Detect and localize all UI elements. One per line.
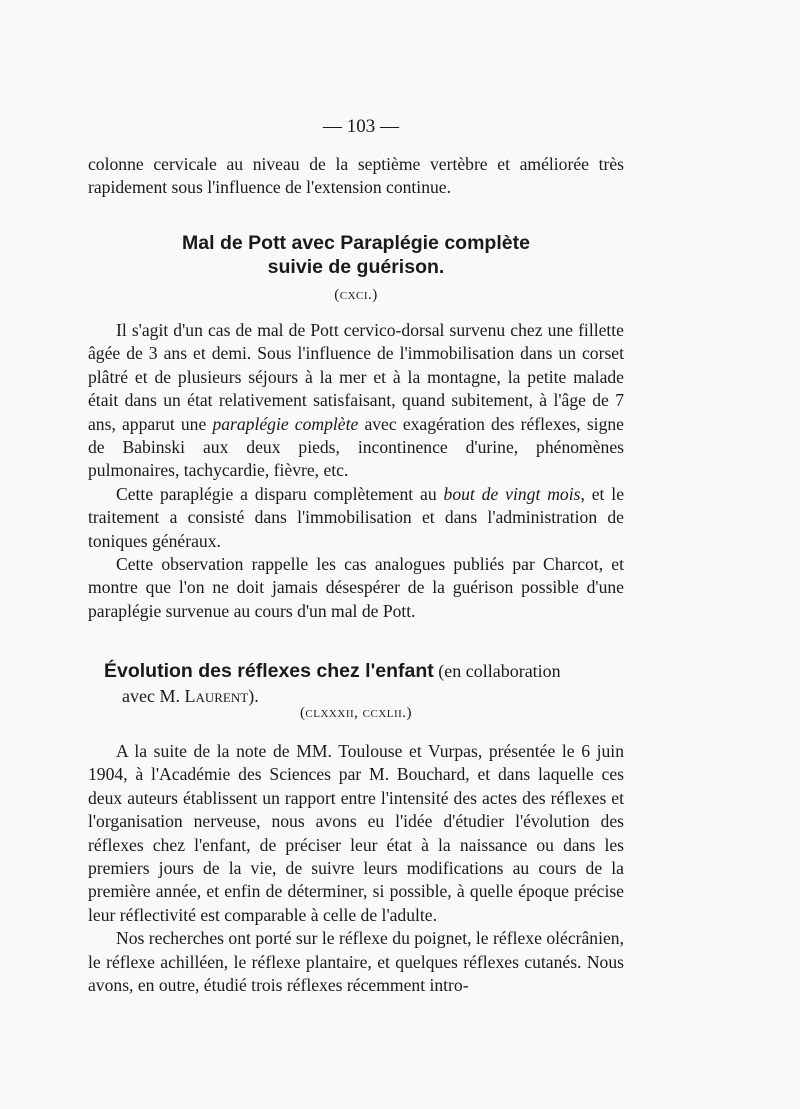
section2-title-bold: Évolution des réflexes chez l'enfant bbox=[104, 660, 434, 682]
section1-paragraph-3: Cette observation rappelle les cas analogues publiés par Charcot, et montre que l'on ne doit jamais désespérer de la guérison possible d'une paraplégie survenue au cours d'un mal de Pott. bbox=[88, 554, 624, 621]
section1-title-line2: suivie de guérison. bbox=[267, 256, 445, 278]
section1-p2-emphasis: bout de vingt mois bbox=[443, 483, 581, 504]
section2-reference: (clxxxii, ccxlii.) bbox=[299, 705, 413, 721]
section2-title bbox=[104, 659, 634, 708]
section1-reference: (cxci.) bbox=[334, 287, 378, 303]
intro-paragraph: colonne cervicale au niveau de la septième vertèbre et améliorée très rapidement sous l'influence de l'extension continue. bbox=[88, 154, 624, 198]
section2-title-line2-prefix: avec M. bbox=[122, 686, 185, 706]
section2-paragraph-2: Nos recherches ont porté sur le réflexe du poignet, le réflexe olécrânien, le réflexe achilléen, le réflexe plantaire, et quelques réflexes cutanés. Nous avons, en outre, étudié trois réflexes récemment intro- bbox=[88, 928, 624, 996]
section1-p1-text-a: Il s'agit d'un cas de mal de Pott cervico-dorsal survenu chez une fillette âgée de 3 ans et demi. Sous l'influence de l'immobilisation dans un corset plâtré et de plusieurs séjours à la mer et à la montagne, la petite malade était dans un état relativement satisfaisant, quand subitement, à l'âge de 7 ans, apparut une bbox=[88, 320, 624, 434]
section2-title-line2-suffix: ). bbox=[248, 686, 259, 706]
section1-p2-text-a: Cette paraplégie a disparu complètement au bbox=[116, 483, 444, 504]
section2-author-name: Laurent bbox=[184, 686, 249, 706]
section1-p1-emphasis: paraplégie complète bbox=[212, 413, 359, 434]
intro-paragraph-block bbox=[88, 153, 624, 200]
section1-paragraph-2 bbox=[88, 483, 624, 553]
section1-p1-text-b: avec exagération des réflexes, signe de Babinski aux deux pieds, incontinence d'urine, phénomènes pulmonaires, tachycardie, fièvre, etc. bbox=[88, 413, 624, 481]
section1-p2-text-b: , et le traitement a consisté dans l'immobilisation et dans l'administration de toniques généraux. bbox=[88, 483, 624, 551]
section1-title bbox=[88, 231, 624, 279]
page-number: — 103 — bbox=[323, 116, 399, 137]
section2-paragraph-1: A la suite de la note de MM. Toulouse et Vurpas, présentée le 6 juin 1904, à l'Académie des Sciences par M. Bouchard, et dans laquelle ces deux auteurs établissent un rapport entre l'intensité des actes des réflexes et l'organisation nerveuse, nous avons eu l'idée d'étudier l'évolution des réflexes chez l'enfant, de préciser leur état à la naissance ou dans les premiers jours de la vie, de suivre leurs modifications au cours de la première année, et enfin de déterminer, si possible, à quelle époque précise leur réflectivité est comparable à celle de l'adulte. bbox=[88, 741, 624, 925]
section2-title-rest: (en collaboration bbox=[433, 661, 561, 681]
section1-body bbox=[88, 319, 624, 623]
section1-paragraph-1 bbox=[88, 319, 624, 483]
section2-body bbox=[88, 740, 624, 997]
section1-title-line1: Mal de Pott avec Paraplégie complète bbox=[182, 232, 530, 254]
